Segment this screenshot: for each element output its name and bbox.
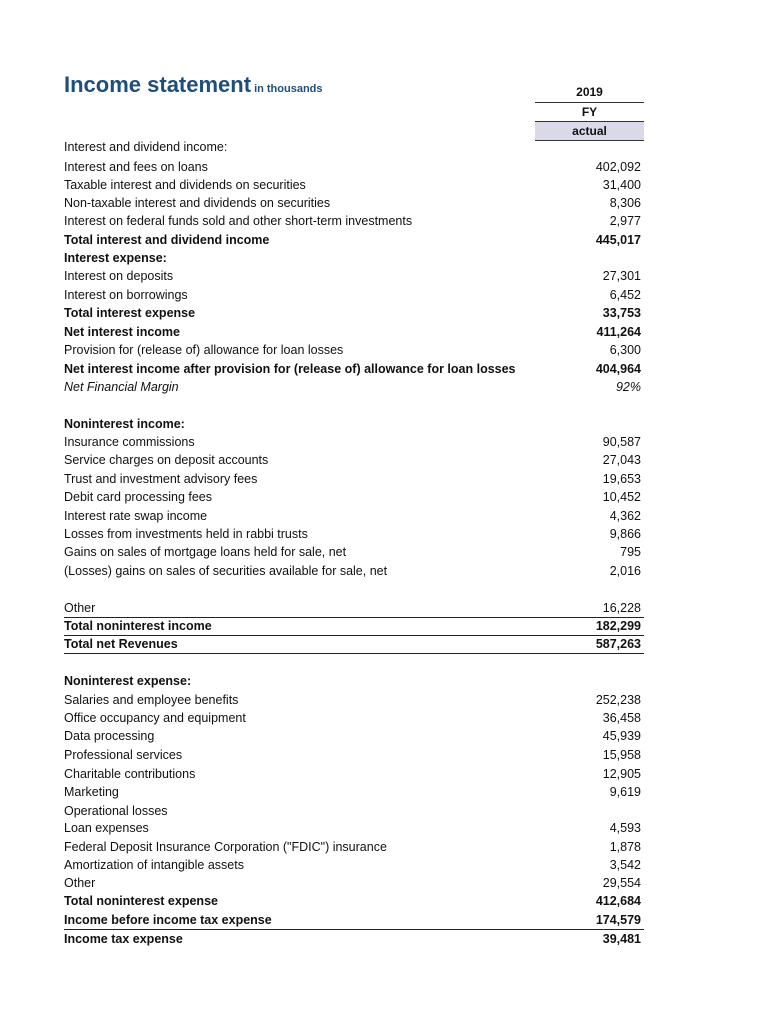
row-label: Noninterest expense: bbox=[64, 674, 192, 688]
row-value: 3,542 bbox=[609, 858, 641, 872]
table-row bbox=[64, 562, 644, 580]
row-value: 411,264 bbox=[596, 325, 641, 339]
table-row bbox=[64, 874, 644, 892]
row-label: Interest and dividend income: bbox=[64, 140, 228, 154]
row-label: Interest rate swap income bbox=[64, 509, 208, 523]
row-value: 587,263 bbox=[595, 637, 641, 651]
row-label: Non-taxable interest and dividends on securities bbox=[64, 196, 331, 210]
table-row bbox=[64, 249, 644, 267]
table-row bbox=[64, 543, 644, 561]
table-row bbox=[64, 691, 644, 709]
row-value: 19,653 bbox=[602, 472, 641, 486]
table-row bbox=[64, 378, 644, 396]
row-value: 182,299 bbox=[595, 619, 641, 633]
row-value: 2,016 bbox=[609, 564, 641, 578]
row-value: 10,452 bbox=[602, 490, 641, 504]
row-label: Charitable contributions bbox=[64, 767, 196, 781]
row-label: Net interest income after provision for (release of) allowance for loan losses bbox=[64, 362, 516, 376]
row-label: Debit card processing fees bbox=[64, 490, 212, 504]
table-row bbox=[64, 451, 644, 469]
table-row bbox=[64, 415, 644, 433]
table-row bbox=[64, 360, 644, 378]
row-label: Provision for (release of) allowance for loan losses bbox=[64, 343, 344, 357]
row-label: Noninterest income: bbox=[64, 417, 185, 431]
row-value: 29,554 bbox=[602, 876, 641, 890]
row-label: Salaries and employee benefits bbox=[64, 693, 239, 707]
table-row bbox=[64, 304, 644, 322]
table-row bbox=[64, 470, 644, 488]
row-value: 6,300 bbox=[609, 343, 641, 357]
row-value: 39,481 bbox=[602, 932, 641, 946]
row-label: Trust and investment advisory fees bbox=[64, 472, 258, 486]
table-row bbox=[64, 341, 644, 359]
row-value: 174,579 bbox=[595, 913, 641, 927]
table-row bbox=[64, 267, 644, 285]
row-label: Service charges on deposit accounts bbox=[64, 453, 269, 467]
table-row bbox=[64, 176, 644, 194]
row-label: Interest expense: bbox=[64, 251, 167, 265]
table-row bbox=[64, 911, 644, 930]
table-row bbox=[64, 856, 644, 874]
column-divider bbox=[535, 102, 644, 103]
table-row bbox=[64, 892, 644, 910]
row-label: Income before income tax expense bbox=[64, 913, 272, 927]
row-label: Net interest income bbox=[64, 325, 181, 339]
row-value: 6,452 bbox=[609, 288, 641, 302]
row-label: Total noninterest income bbox=[64, 619, 212, 633]
table-row bbox=[64, 488, 644, 506]
row-value: 45,939 bbox=[602, 729, 641, 743]
page-subtitle: in thousands bbox=[254, 83, 323, 95]
row-label: Office occupancy and equipment bbox=[64, 711, 246, 725]
row-value: 412,684 bbox=[595, 894, 641, 908]
row-label: Data processing bbox=[64, 729, 155, 743]
row-label: Other bbox=[64, 876, 96, 890]
row-label: Total interest and dividend income bbox=[64, 233, 270, 247]
row-label: Gains on sales of mortgage loans held for sale, net bbox=[64, 545, 347, 559]
row-label: Total noninterest expense bbox=[64, 894, 218, 908]
table-row bbox=[64, 635, 644, 654]
row-label: Interest on federal funds sold and other short-term investments bbox=[64, 214, 413, 228]
table-row bbox=[64, 746, 644, 764]
row-label: Total interest expense bbox=[64, 306, 196, 320]
row-label: Interest and fees on loans bbox=[64, 160, 208, 174]
table-row bbox=[64, 138, 644, 156]
row-value: 795 bbox=[620, 545, 641, 559]
table-row bbox=[64, 672, 644, 690]
table-row bbox=[64, 525, 644, 543]
table-row bbox=[64, 599, 644, 617]
row-value: 9,619 bbox=[609, 785, 641, 799]
table-row bbox=[64, 158, 644, 176]
row-value: 92% bbox=[615, 380, 641, 394]
row-label: Taxable interest and dividends on securities bbox=[64, 178, 306, 192]
table-row bbox=[64, 507, 644, 525]
row-value: 9,866 bbox=[609, 527, 641, 541]
row-label: (Losses) gains on sales of securities available for sale, net bbox=[64, 564, 388, 578]
row-value: 252,238 bbox=[595, 693, 641, 707]
table-row bbox=[64, 286, 644, 304]
table-row bbox=[64, 930, 644, 948]
table-row bbox=[64, 727, 644, 745]
row-value: 2,977 bbox=[609, 214, 641, 228]
column-period: FY bbox=[581, 105, 598, 119]
table-row bbox=[64, 838, 644, 856]
row-value: 8,306 bbox=[609, 196, 641, 210]
row-value: 16,228 bbox=[602, 601, 641, 615]
row-value: 12,905 bbox=[602, 767, 641, 781]
table-row bbox=[64, 231, 644, 249]
table-row bbox=[64, 802, 644, 820]
row-value: 27,043 bbox=[602, 453, 641, 467]
row-label: Amortization of intangible assets bbox=[64, 858, 244, 872]
row-value: 36,458 bbox=[602, 711, 641, 725]
row-value: 27,301 bbox=[602, 269, 641, 283]
table-row bbox=[64, 709, 644, 727]
row-label: Professional services bbox=[64, 748, 183, 762]
row-value: 4,593 bbox=[609, 821, 641, 835]
table-row bbox=[64, 783, 644, 801]
row-value: 15,958 bbox=[602, 748, 641, 762]
page-title: Income statement bbox=[64, 72, 252, 97]
row-value: 402,092 bbox=[595, 160, 641, 174]
table-row bbox=[64, 765, 644, 783]
row-value: 404,964 bbox=[595, 362, 641, 376]
row-label: Total net Revenues bbox=[64, 637, 178, 651]
row-label: Federal Deposit Insurance Corporation ("FDIC") insurance bbox=[64, 840, 387, 854]
total-divider bbox=[64, 617, 644, 618]
table-row bbox=[64, 323, 644, 341]
page-title-block bbox=[64, 72, 323, 98]
row-label: Income tax expense bbox=[64, 932, 183, 946]
row-label: Losses from investments held in rabbi trusts bbox=[64, 527, 308, 541]
table-row bbox=[64, 212, 644, 230]
row-value: 33,753 bbox=[602, 306, 641, 320]
table-row bbox=[64, 194, 644, 212]
row-value: 31,400 bbox=[602, 178, 641, 192]
row-label: Other bbox=[64, 601, 96, 615]
row-label: Interest on borrowings bbox=[64, 288, 188, 302]
row-label: Loan expenses bbox=[64, 821, 149, 835]
table-row bbox=[64, 819, 644, 837]
table-row bbox=[64, 433, 644, 451]
row-value: 4,362 bbox=[609, 509, 641, 523]
table-row bbox=[64, 617, 644, 636]
row-value: 1,878 bbox=[609, 840, 641, 854]
row-label: Marketing bbox=[64, 785, 119, 799]
row-value: 445,017 bbox=[595, 233, 641, 247]
row-value: 90,587 bbox=[602, 435, 641, 449]
row-label: Net Financial Margin bbox=[64, 380, 179, 394]
row-label: Interest on deposits bbox=[64, 269, 174, 283]
column-type: actual bbox=[535, 122, 644, 141]
column-year: 2019 bbox=[576, 85, 603, 99]
row-label: Operational losses bbox=[64, 804, 168, 818]
row-label: Insurance commissions bbox=[64, 435, 195, 449]
